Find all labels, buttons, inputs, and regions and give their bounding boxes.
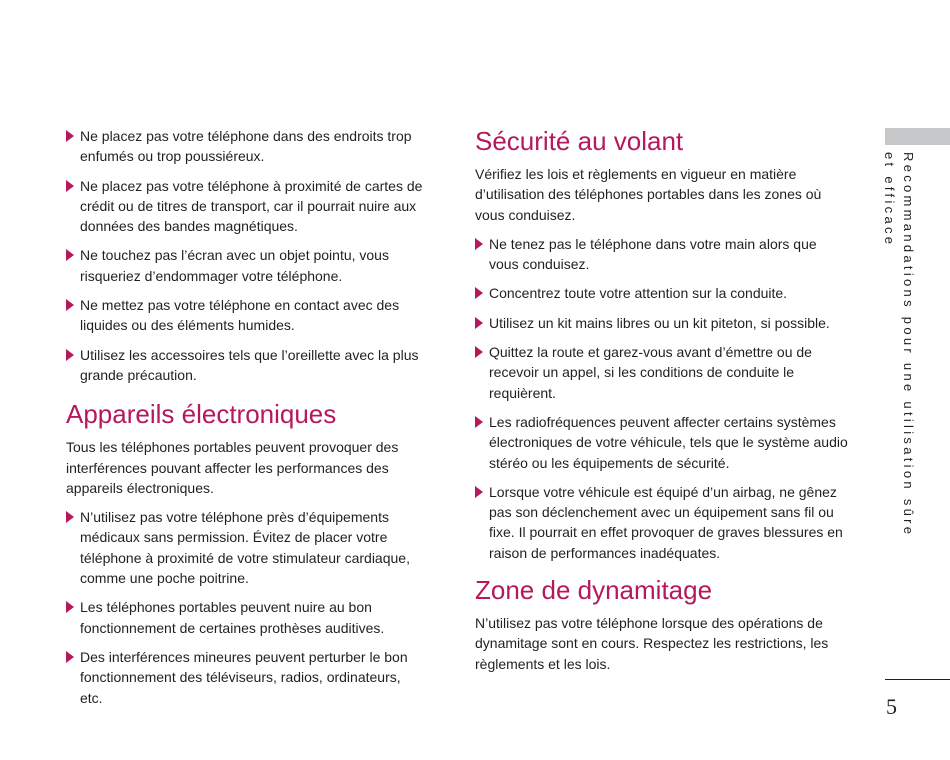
bullet-triangle-icon: [66, 651, 74, 663]
bullet-triangle-icon: [475, 317, 483, 329]
left-column: [66, 126, 426, 717]
section-intro: Tous les téléphones portables peuvent provoquer des interférences pouvant affecter les performances des appareils électroniques.: [66, 439, 399, 496]
bullet-item: Des interférences mineures peuvent perturber le bon fonctionnement des téléviseurs, radios, ordinateurs, etc.: [66, 647, 426, 708]
bullet-item: Les téléphones portables peuvent nuire au bon fonctionnement de certaines prothèses auditives.: [66, 597, 426, 638]
bullet-item: Quittez la route et garez-vous avant d’émettre ou de recevoir un appel, si les conditions de conduite le requièrent.: [475, 342, 850, 403]
bullet-item: Utilisez un kit mains libres ou un kit piteton, si possible.: [475, 313, 850, 333]
bullet-item: Ne mettez pas votre téléphone en contact avec des liquides ou des éléments humides.: [66, 295, 426, 336]
bullet-item: Ne placez pas votre téléphone à proximité de cartes de crédit ou de titres de transport, car il pourrait nuire aux données des bandes magnétiques.: [66, 176, 426, 237]
bullet-item: Ne placez pas votre téléphone dans des endroits trop enfumés ou trop poussiéreux.: [66, 126, 426, 167]
bullet-triangle-icon: [475, 238, 483, 250]
bullet-triangle-icon: [475, 287, 483, 299]
section-heading-securite: Sécurité au volant: [475, 126, 684, 156]
bullet-triangle-icon: [66, 349, 74, 361]
page-number: 5: [886, 694, 897, 719]
bullet-item: Concentrez toute votre attention sur la conduite.: [475, 283, 850, 303]
bullet-item: N’utilisez pas votre téléphone près d’équipements médicaux sans permission. Évitez de placer votre téléphone à proximité de votre stimulateur cardiaque, comme une poche poitrine.: [66, 507, 426, 588]
chapter-title-vertical: Recommandations pour une utilisation sûre et efficace: [882, 152, 916, 538]
section-heading-appareils: Appareils électroniques: [66, 399, 337, 430]
section-intro: Vérifiez les lois et règlements en vigueur en matière d’utilisation des téléphones portables dans les zones où vous conduisez.: [475, 166, 822, 223]
right-column: [475, 126, 850, 683]
bullet-triangle-icon: [66, 511, 74, 523]
page-number-divider: [885, 679, 950, 680]
bullet-triangle-icon: [475, 416, 483, 428]
bullet-triangle-icon: [66, 299, 74, 311]
section-intro: N’utilisez pas votre téléphone lorsque des opérations de dynamitage sont en cours. Respectez les restrictions, les règlements et les lois.: [475, 615, 829, 672]
bullet-item: Lorsque votre véhicule est équipé d’un airbag, ne gênez pas son déclenchement avec un équipement sans fil ou fixe. Il pourrait en effet provoquer de graves blessures en raison de performances inadéquates.: [475, 482, 850, 563]
bullet-item: Utilisez les accessoires tels que l’oreillette avec la plus grande précaution.: [66, 345, 426, 386]
chapter-tab: [885, 128, 950, 145]
bullet-triangle-icon: [475, 486, 483, 498]
bullet-triangle-icon: [66, 130, 74, 142]
bullet-item: Ne touchez pas l’écran avec un objet pointu, vous risqueriez d’endommager votre téléphone.: [66, 245, 426, 286]
bullet-triangle-icon: [475, 346, 483, 358]
bullet-item: Ne tenez pas le téléphone dans votre main alors que vous conduisez.: [475, 234, 850, 275]
bullet-triangle-icon: [66, 601, 74, 613]
bullet-item: Les radiofréquences peuvent affecter certains systèmes électroniques de votre véhicule, tels que le système audio stéréo ou les équipements de sécurité.: [475, 412, 850, 473]
bullet-triangle-icon: [66, 180, 74, 192]
bullet-triangle-icon: [66, 249, 74, 261]
section-heading-zone: Zone de dynamitage: [475, 575, 713, 606]
